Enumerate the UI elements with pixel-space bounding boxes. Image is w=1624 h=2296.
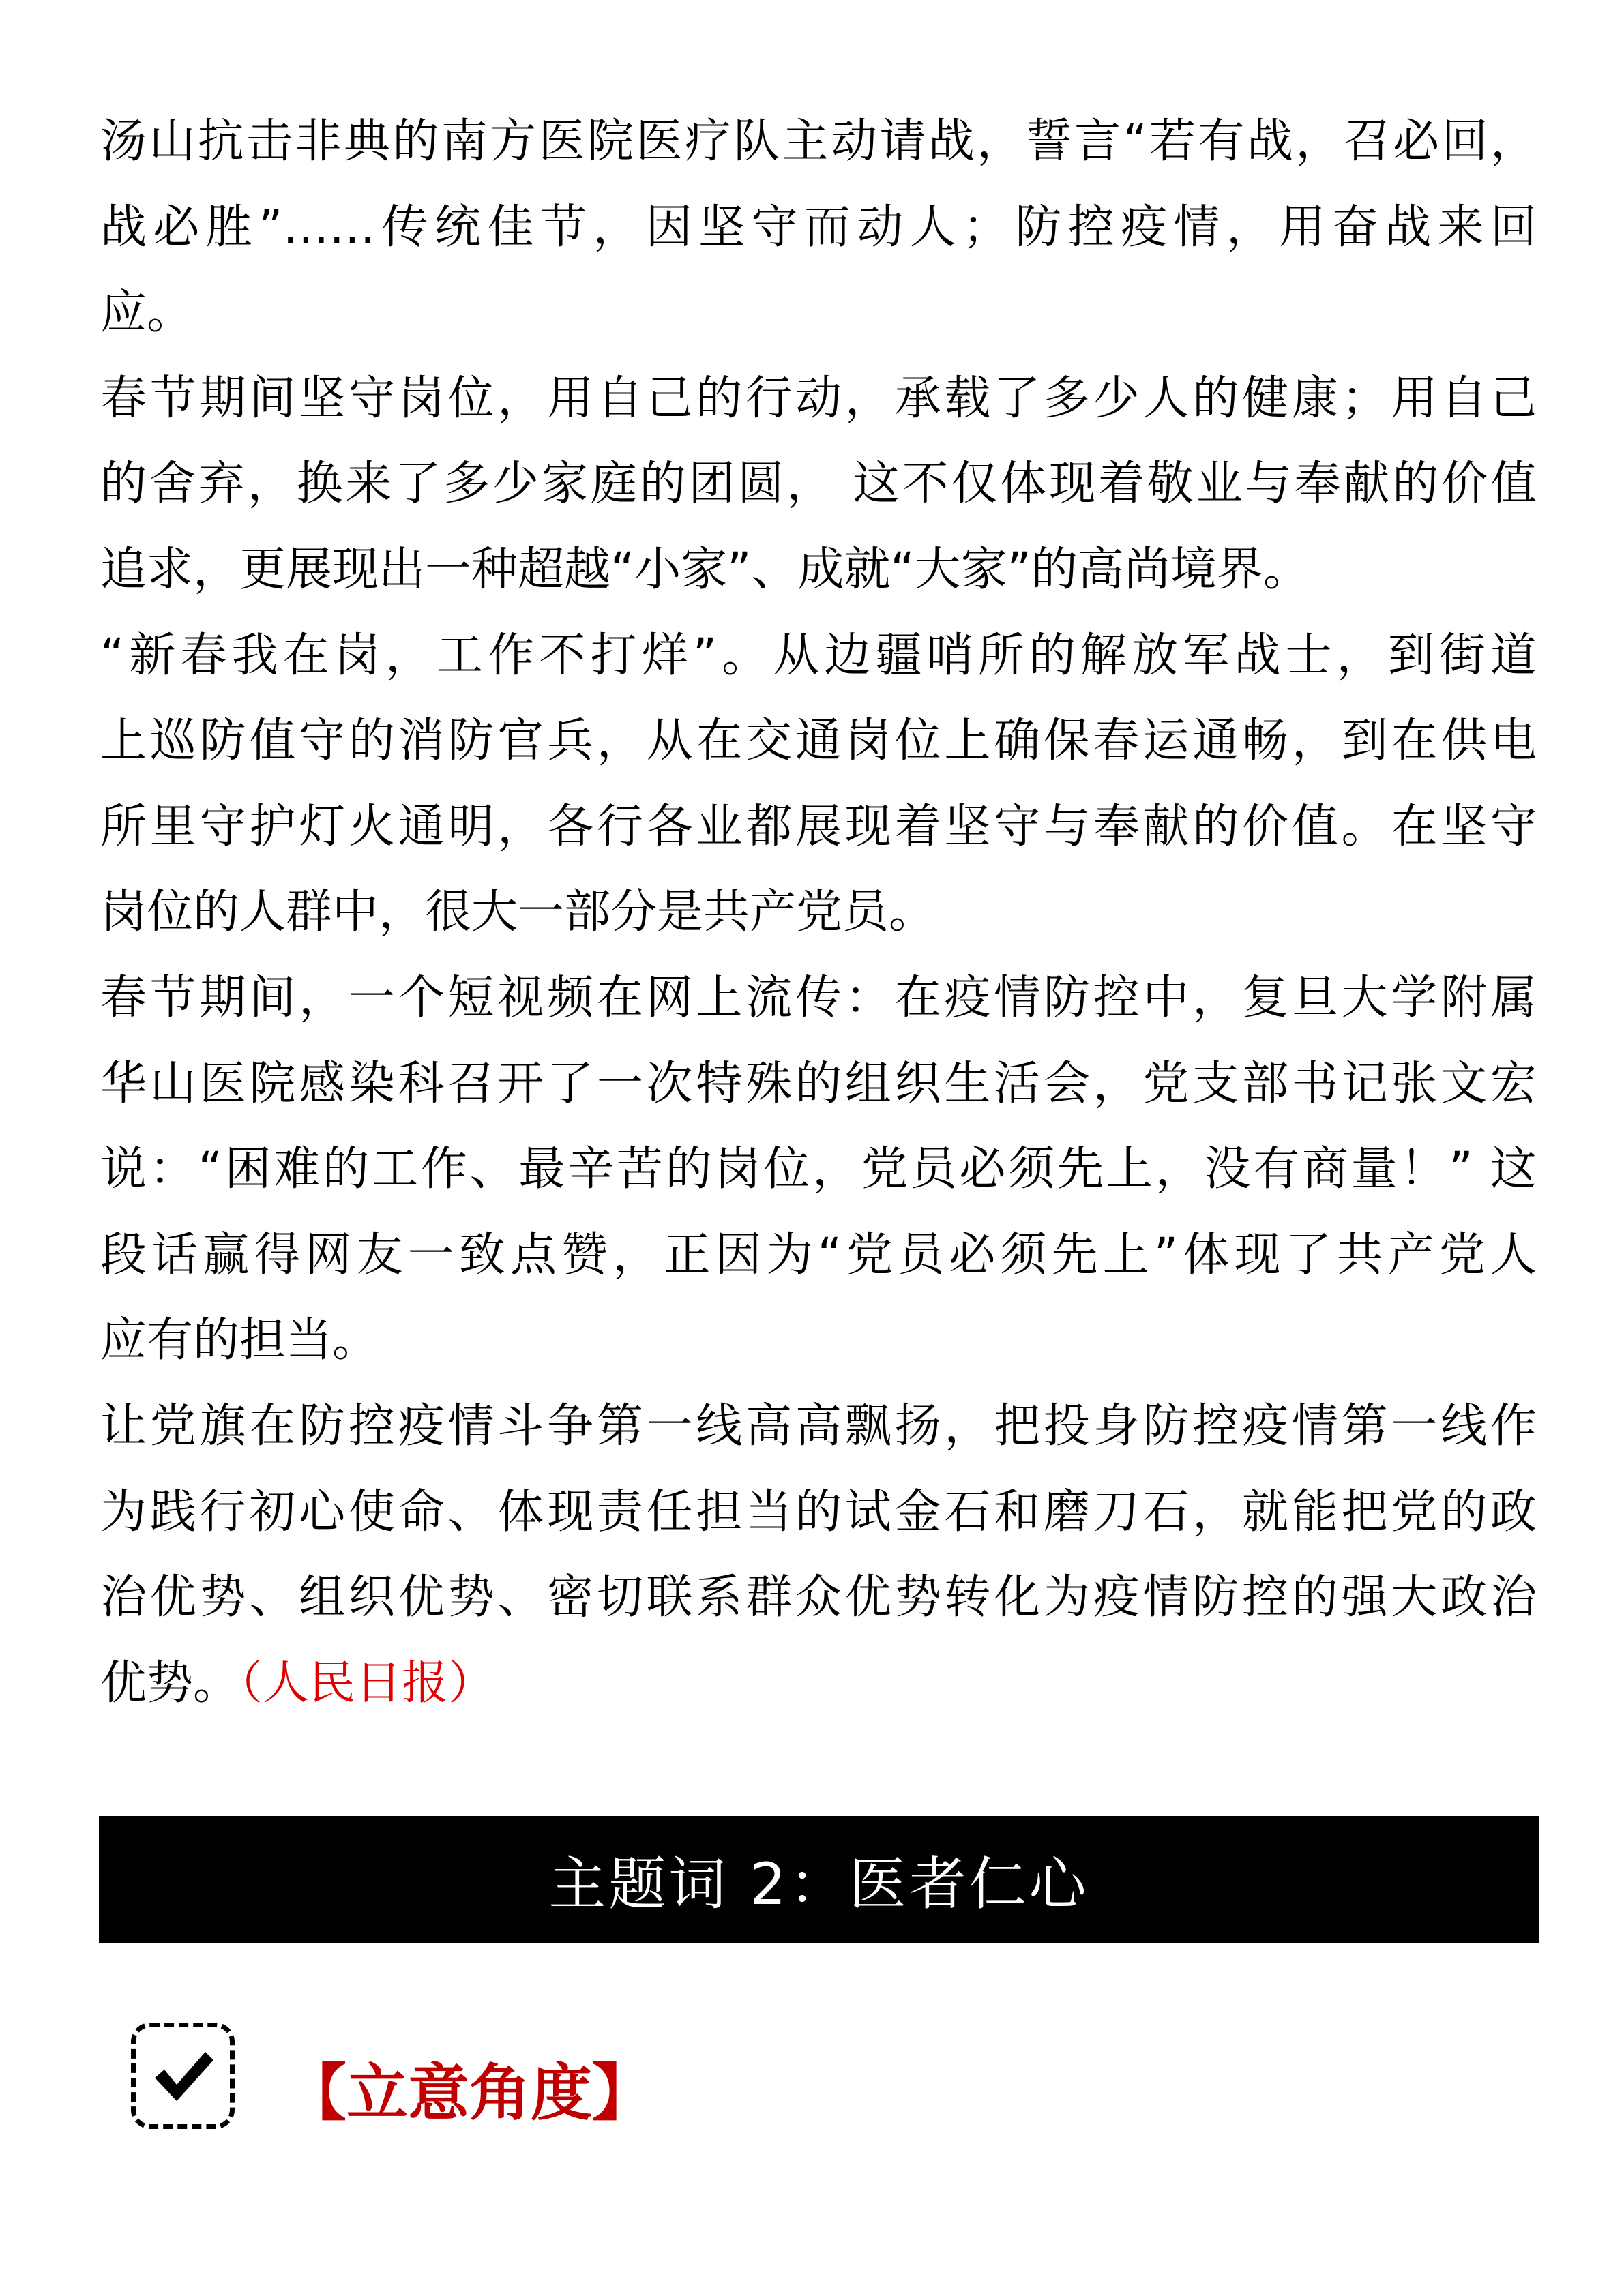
text-line: 岗位的人群中，很大一部分是共产党员。 <box>100 885 936 940</box>
text-line: 春节期间，一个短视频在网上流传：在疫情防控中，复旦大学附属 <box>100 970 1537 1025</box>
text-line: 战必胜”……传统佳节，因坚守而动人；防控疫情，用奋战来回 <box>100 200 1537 254</box>
text-line: 应有的担当。 <box>100 1313 379 1368</box>
paragraph-3 <box>100 613 1537 955</box>
text-line: 追求，更展现出一种超越“小家”、成就“大家”的高尚境界。 <box>100 542 1310 597</box>
text-line: 华山医院感染科召开了一次特殊的组织生活会，党支部书记张文宏 <box>100 1056 1537 1111</box>
text-line: 为践行初心使命、体现责任担当的试金石和磨刀石，就能把党的政 <box>100 1485 1537 1539</box>
dashed-checkbox-icon <box>131 2023 235 2129</box>
text-line: 汤山抗击非典的南方医院医疗队主动请战，誓言“若有战，召必回， <box>100 115 1537 168</box>
paragraph-2 <box>100 356 1537 613</box>
topic-banner-title: 主题词 2：医者仁心 <box>548 1850 1089 1918</box>
article-body <box>100 99 1537 1726</box>
text-line <box>100 1641 1537 1727</box>
paragraph-1 <box>100 99 1537 356</box>
source-attribution: （人民日报） <box>239 1656 495 1710</box>
text-line: 治优势、组织优势、密切联系群众优势转化为疫情防控的强大政治 <box>100 1570 1537 1625</box>
text-line: “新春我在岗，工作不打烊”。从边疆哨所的解放军战士，到街道 <box>100 628 1537 683</box>
text-line: 应。 <box>100 286 194 340</box>
checkmark-icon <box>151 2048 216 2105</box>
text-line: 所里守护灯火通明，各行各业都展现着坚守与奉献的价值。在坚守 <box>100 799 1537 854</box>
paragraph-4 <box>100 955 1537 1384</box>
topic-banner <box>99 1816 1539 1943</box>
text-line: 上巡防值守的消防官兵，从在交通岗位上确保春运通畅，到在供电 <box>100 714 1537 769</box>
section-heading: 【立意角度】 <box>285 2057 653 2129</box>
text-line: 让党旗在防控疫情斗争第一线高高飘扬，把投身防控疫情第一线作 <box>100 1399 1537 1453</box>
text-line: 春节期间坚守岗位，用自己的行动，承载了多少人的健康；用自己 <box>100 371 1537 426</box>
text-line: 段话赢得网友一致点赞，正因为“党员必须先上”体现了共产党人 <box>100 1227 1537 1282</box>
text-line: 说：“困难的工作、最辛苦的岗位，党员必须先上，没有商量！” 这 <box>100 1142 1537 1197</box>
text-line: 的舍弃，换来了多少家庭的团圆， 这不仅体现着敬业与奉献的价值 <box>100 457 1537 511</box>
text-line-content: 优势。 <box>100 1656 240 1710</box>
paragraph-5 <box>100 1384 1537 1726</box>
